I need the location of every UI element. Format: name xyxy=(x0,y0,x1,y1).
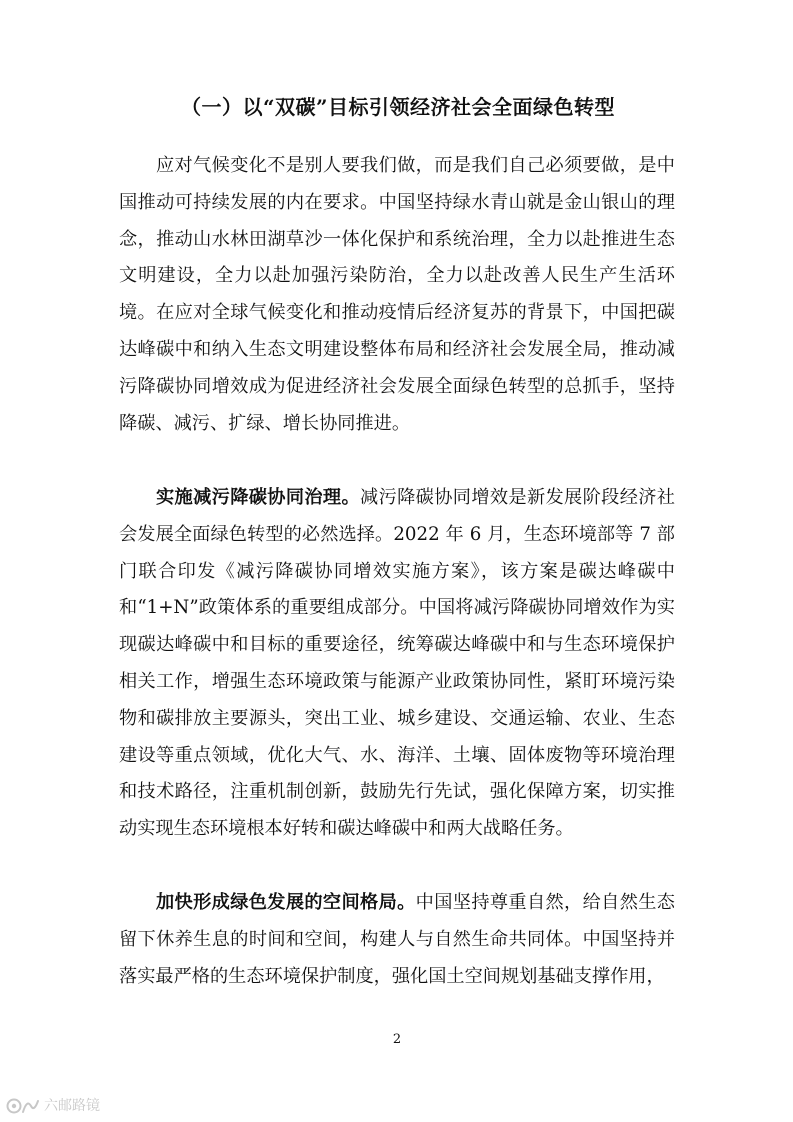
paragraph-2-text: 减污降碳协同增效是新发展阶段经济社会发展全面绿色转型的必然选择。2022 年 6 月，生态环境部等 7 部门联合印发《减污降碳协同增效实施方案》，该方案是碳达峰碳中和“1+N”政策体系的重要组成部分。中国将减污降碳协同增效作为实现碳达峰碳中和目标的重要途径，统筹碳达峰碳中和与生态环境保护相关工作，增强生态环境政策与能源产业政策协同性，紧盯环境污染物和碳排放主要源头，突出工业、城乡建设、交通运输、农业、生态建设等重点领域，优化大气、水、海洋、土壤、固体废物等环境治理和技术路径，注重机制创新，鼓励先行先试，强化保障方案，切实推动实现生态环境根本好转和碳达峰碳中和两大战略任务。 xyxy=(119,487,675,840)
watermark xyxy=(6,1095,100,1117)
paragraph-3-lead: 加快形成绿色发展的空间格局。 xyxy=(156,892,416,913)
paragraph-3-text: 中国坚持尊重自然，给自然生态留下休养生息的时间和空间，构建人与自然生命共同体。中国坚持并落实最严格的生态环境保护制度，强化国土空间规划基础支撑作用， xyxy=(119,892,675,987)
paragraph-1 xyxy=(119,148,675,442)
paragraph-3 xyxy=(119,885,675,995)
watermark-text: 六邮路镜 xyxy=(44,1098,100,1114)
paragraph-2-lead: 实施减污降碳协同治理。 xyxy=(156,487,361,508)
section-heading: （一）以“双碳”目标引领经济社会全面绿色转型 xyxy=(180,95,615,119)
page-number: 2 xyxy=(392,1032,402,1047)
paragraph-1-text: 应对气候变化不是别人要我们做，而是我们自己必须要做，是中国推动可持续发展的内在要求。中国坚持绿水青山就是金山银山的理念，推动山水林田湖草沙一体化保护和系统治理，全力以赴推进生态文明建设，全力以赴加强污染防治，全力以赴改善人民生产生活环境。在应对全球气候变化和推动疫情后经济复苏的背景下，中国把碳达峰碳中和纳入生态文明建设整体布局和经济社会发展全局，推动减污降碳协同增效成为促进经济社会发展全面绿色转型的总抓手，坚持降碳、减污、扩绿、增长协同推进。 xyxy=(119,155,675,434)
logo-icon xyxy=(6,1096,40,1116)
paragraph-2 xyxy=(119,480,675,848)
